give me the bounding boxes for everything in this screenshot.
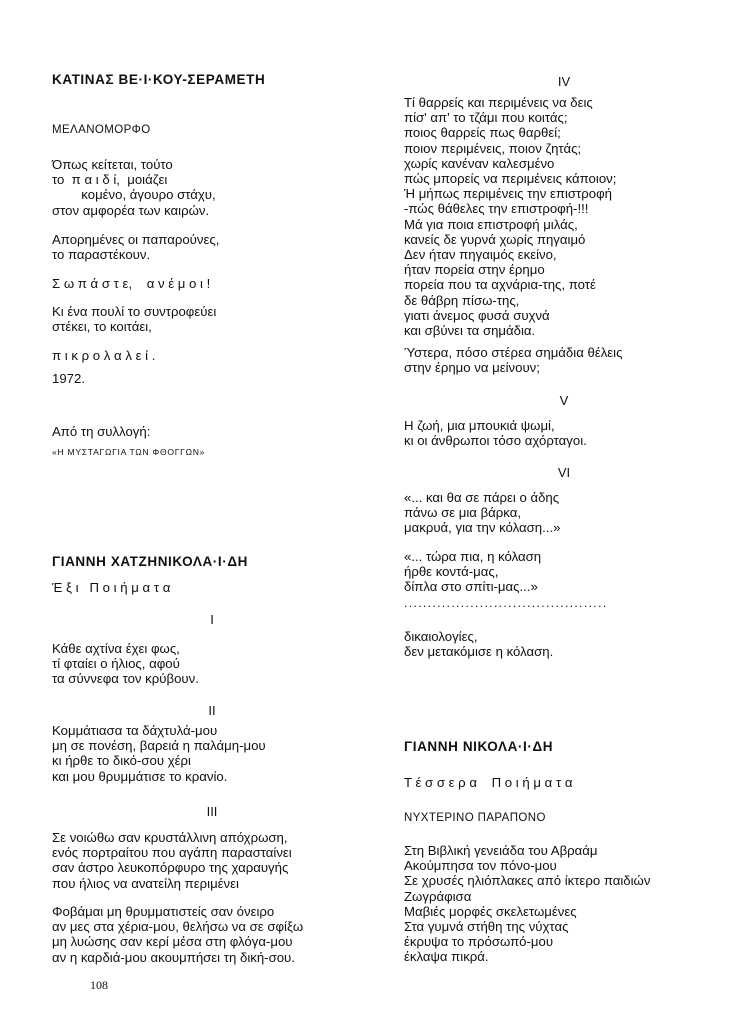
verse-line: πίσ' απ' το τζάμι που κοιτάς; [404, 110, 568, 126]
collection-intro: Από τη συλλογή: [52, 424, 151, 439]
verse-line: έκλαψα πικρά. [404, 949, 489, 965]
poem-year: 1972. [52, 371, 86, 386]
verse-line: αν η καρδιά-μου ακουμπήσει τη δική-σου. [52, 949, 295, 965]
section-6c [404, 629, 553, 659]
verse-line: έκρυψα το πρόσωπό-μου [404, 934, 554, 950]
section-4a [404, 95, 616, 338]
stanza-4 [52, 304, 216, 334]
stanza-5: π ι κ ρ ο λ α λ ε ί . [52, 348, 156, 363]
section-4b [404, 345, 622, 375]
author-heading-3: ΓΙΑΝΝΗ ΝΙΚΟΛΑ·Ι·ΔΗ [404, 739, 554, 754]
verse-line: ενός πορτραίτου που αγάπη παρασταίνει [52, 845, 292, 861]
verse-line: μη λυώσης σαν κερί μέσα στη φλόγα-μου [52, 934, 293, 950]
verse-line: Ή μήπως περιμένεις την επιστροφή [404, 186, 612, 202]
verse-line: Στα γυμνά στήθη της νύχτας [404, 919, 569, 935]
collection-name: «Η ΜΥΣΤΑΓΩΓΙΑ ΤΩΝ ΦΘΟΓΓΩΝ» [52, 447, 206, 457]
section-numeral-6: VI [557, 465, 571, 480]
verse-line: κομένο, άγουρο στάχυ, [52, 187, 216, 203]
section-numeral-1: I [210, 612, 214, 627]
verse-line: πώς μπορείς να περιμένεις κάποιον; [404, 171, 617, 187]
verse-line: ήρθε κοντά-μας, [404, 564, 499, 580]
section-numeral-3: III [206, 804, 218, 819]
verse-line: πορεία που τα αχνάρια-της, ποτέ [404, 277, 596, 293]
verse-line: «... τώρα πια, η κόλαση [404, 549, 542, 564]
verse-line: Όπως κείτεται, τούτο [52, 157, 173, 172]
stanza-1 [52, 157, 216, 218]
verse-line: Μαβιές μορφές σκελετωμένες [404, 903, 577, 919]
verse-line: Ακούμπησα τον πόνο-μου [404, 858, 557, 874]
section-3a [52, 830, 292, 891]
verse-line: Κομμάτιασα τα δάχτυλά-μου [52, 723, 218, 738]
verse-line: Σε νοιώθω σαν κρυστάλλινη απόχρωση, [52, 830, 288, 845]
page-number: 108 [90, 978, 108, 992]
section-6b [404, 549, 541, 595]
poem-title-melanomorfo: ΜΕΛΑΝΟΜΟΡΦΟ [52, 124, 151, 136]
verse-line: ήταν πορεία στην έρημο [404, 262, 545, 278]
verse-line: στέκει, το κοιτάει, [52, 319, 152, 335]
poem-title-nychterino: ΝΥΧΤΕΡΙΝΟ ΠΑΡΑΠΟΝΟ [404, 812, 546, 824]
verse-line: το π α ι δ ί, μοιάζει [52, 172, 168, 188]
verse-line: που ήλιος να ανατείλη περιμένει [52, 875, 239, 891]
poem-nychterino [404, 843, 650, 965]
ellipsis-divider: ........................................... [404, 596, 608, 610]
verse-line: Μά για ποια επιστροφή μιλάς, [404, 216, 578, 232]
section-numeral-4: IV [557, 74, 571, 89]
author-heading-2: ΓΙΑΝΝΗ ΧΑΤΖΗΝΙΚΟΛΑ·Ι·ΔΗ [52, 554, 249, 569]
verse-line: γιατι άνεμος φυσά συχνά [404, 307, 550, 323]
verse-line: Η ζωή, μια μπουκιά ψωμί, [404, 418, 555, 433]
verse-line: το παραστέκουν. [52, 247, 151, 263]
verse-line: Ζωγράφισα [404, 888, 472, 904]
verse-line: δεν μετακόμισε η κόλαση. [404, 644, 554, 660]
section-2 [52, 723, 266, 784]
verse-line: Κι ένα πουλί το συντροφεύει [52, 304, 217, 319]
section-numeral-5: V [559, 393, 569, 408]
verse-line: δίπλα στο σπίτι-μας...» [404, 579, 538, 595]
verse-line: στον αμφορέα των καιρών. [52, 202, 210, 218]
verse-line: πάνω σε μια βάρκα, [404, 505, 522, 521]
verse-line: τα σύννεφα τον κρύβουν. [52, 671, 199, 687]
verse-line: ποιος θαρρείς πως θαρθεί; [404, 125, 561, 141]
verse-line: κι οι άνθρωποι τόσο αχόρταγοι. [404, 433, 587, 449]
verse-line: Ύστερα, πόσο στέρεα σημάδια θέλεις [404, 345, 623, 360]
four-poems-label: Τ έ σ σ ε ρ α Π ο ι ή μ α τ α [404, 775, 573, 790]
verse-line: σαν άστρο λευκοπόρφυρο της χαραυγής [52, 860, 289, 876]
verse-line: αν μες στα χέρια-μου, θελήσω να σε σφίξω [52, 919, 304, 935]
verse-line: κι ήρθε το δικό-σου χέρι [52, 753, 191, 769]
verse-line: τί φταίει ο ήλιος, αφού [52, 656, 180, 672]
verse-line: μακρυά, για την κόλαση...» [404, 520, 561, 536]
verse-line: και μου θρυμμάτισε το κρανίο. [52, 768, 228, 784]
author-heading-1: ΚΑΤΙΝΑΣ ΒΕ·Ι·ΚΟΥ-ΣΕΡΑΜΕΤΗ [52, 72, 266, 87]
verse-line: Απορημένες οι παπαρούνες, [52, 232, 220, 247]
section-6a [404, 490, 560, 536]
section-5 [404, 418, 587, 448]
verse-line: Σε χρυσές ηλιόπλακες από ίκτερο παιδιών [404, 873, 651, 889]
verse-line: Τί θαρρείς και περιμένεις να δεις [404, 95, 593, 110]
section-1 [52, 641, 199, 687]
verse-line: Δεν ήταν πηγαιμός εκείνο, [404, 247, 557, 263]
section-3b [52, 904, 303, 965]
verse-line: Στη Βιβλική γενειάδα του Αβραάμ [404, 843, 598, 858]
verse-line: μη σε πονέση, βαρειά η παλάμη-μου [52, 738, 266, 754]
stanza-2 [52, 232, 219, 262]
verse-line: -πώς θάθελες την επιστροφή-!!! [404, 201, 589, 217]
verse-line: δικαιολογίες, [404, 629, 478, 644]
verse-line: Κάθε αχτίνα έχει φως, [52, 641, 180, 656]
six-poems-label: Έ ξ ι Π ο ι ή μ α τ α [52, 580, 171, 595]
verse-line: Φοβάμαι μη θρυμματιστείς σαν όνειρο [52, 904, 275, 919]
verse-line: κανείς δε γυρνά χωρίς πηγαιμό [404, 231, 586, 247]
verse-line: και σβύνει τα σημάδια. [404, 323, 536, 339]
verse-line: ποιον περιμένεις, ποιον ζητάς; [404, 140, 582, 156]
verse-line: χωρίς κανέναν καλεσμένο [404, 155, 555, 171]
verse-line: «... και θα σε πάρει ο άδης [404, 490, 560, 505]
section-numeral-2: II [208, 703, 216, 718]
verse-line: στην έρημο να μείνουν; [404, 360, 540, 376]
verse-line: δε θάβρη πίσω-της, [404, 292, 520, 308]
stanza-3: Σ ω π ά σ τ ε, α ν έ μ ο ι ! [52, 276, 211, 291]
